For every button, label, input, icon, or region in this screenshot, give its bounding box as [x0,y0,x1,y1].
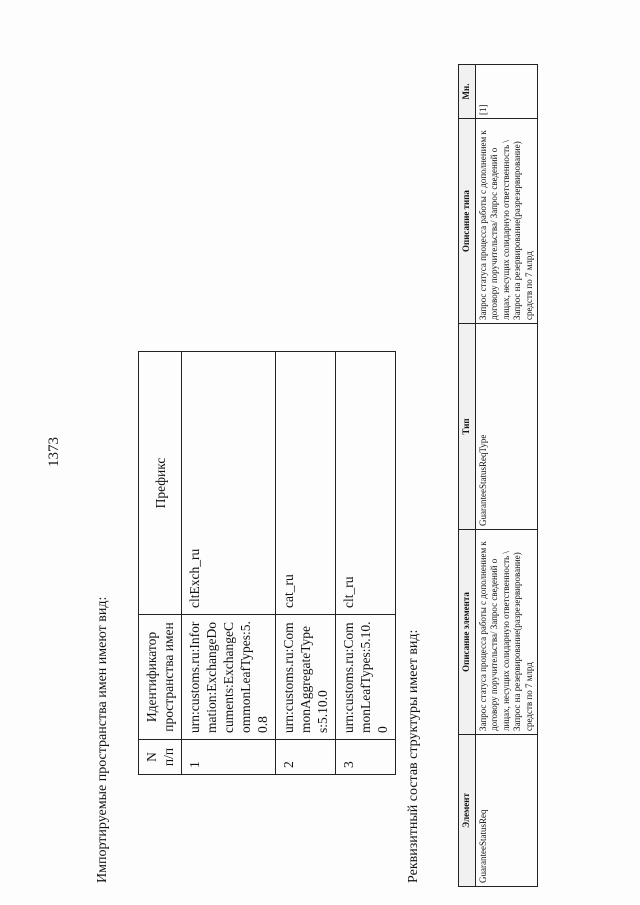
page-number: 1373 [46,437,62,467]
row-namespace-id: urn:customs.ru:CommonAggregateTypes:5.10.0 [276,615,336,740]
header-prefix: Префикс [139,352,182,615]
namespaces-heading: Импортируемые пространства имен имеют вид: [95,596,110,883]
row-namespace-id: urn:customs.ru:Information:ExchangeDocuments:ExchangeCommonLeafTypes:5.0.8 [182,615,276,740]
row-type-description: Запрос статуса процесса работы с дополнением к договору поручительства/ Запрос сведений о лицах, несущих солидарную ответственность \ Запрос на резервирование(разрезервирование) средств по 7 млрд [475,119,538,324]
structure-heading: Реквизитный состав структуры имеет вид: [406,629,421,883]
header-multiplicity: Мн. [459,65,476,119]
table-header-row [459,65,476,887]
row-type: GuaranteeStatusReqType [475,324,538,530]
table-header-row [139,352,182,775]
header-num: N п/п [139,740,182,775]
table-row [336,352,396,775]
row-num: 3 [336,740,396,775]
row-num: 1 [182,740,276,775]
header-type-description: Описание типа [459,119,476,324]
row-namespace-id: urn:customs.ru:CommonLeafTypes:5.10.0 [336,615,396,740]
structure-table [458,64,538,887]
header-namespace-id: Идентификатор пространства имен [139,615,182,740]
row-element-description: Запрос статуса процесса работы с дополнением к договору поручительства/ Запрос сведений о лицах, несущих солидарную ответственность \ Запрос на резервирование(разрезервирование) средств по 7 млрд [475,530,538,735]
row-prefix: cat_ru [276,352,336,615]
header-element: Элемент [459,735,476,887]
header-type: Тип [459,324,476,530]
row-prefix: cltExch_ru [182,352,276,615]
row-prefix: clt_ru [336,352,396,615]
row-multiplicity: [1] [475,65,538,119]
row-num: 2 [276,740,336,775]
table-row [182,352,276,775]
row-element: GuaranteeStatusReq [475,735,538,887]
header-element-description: Описание элемента [459,530,476,735]
table-row [475,65,538,887]
namespaces-table [138,351,396,775]
table-row [276,352,336,775]
